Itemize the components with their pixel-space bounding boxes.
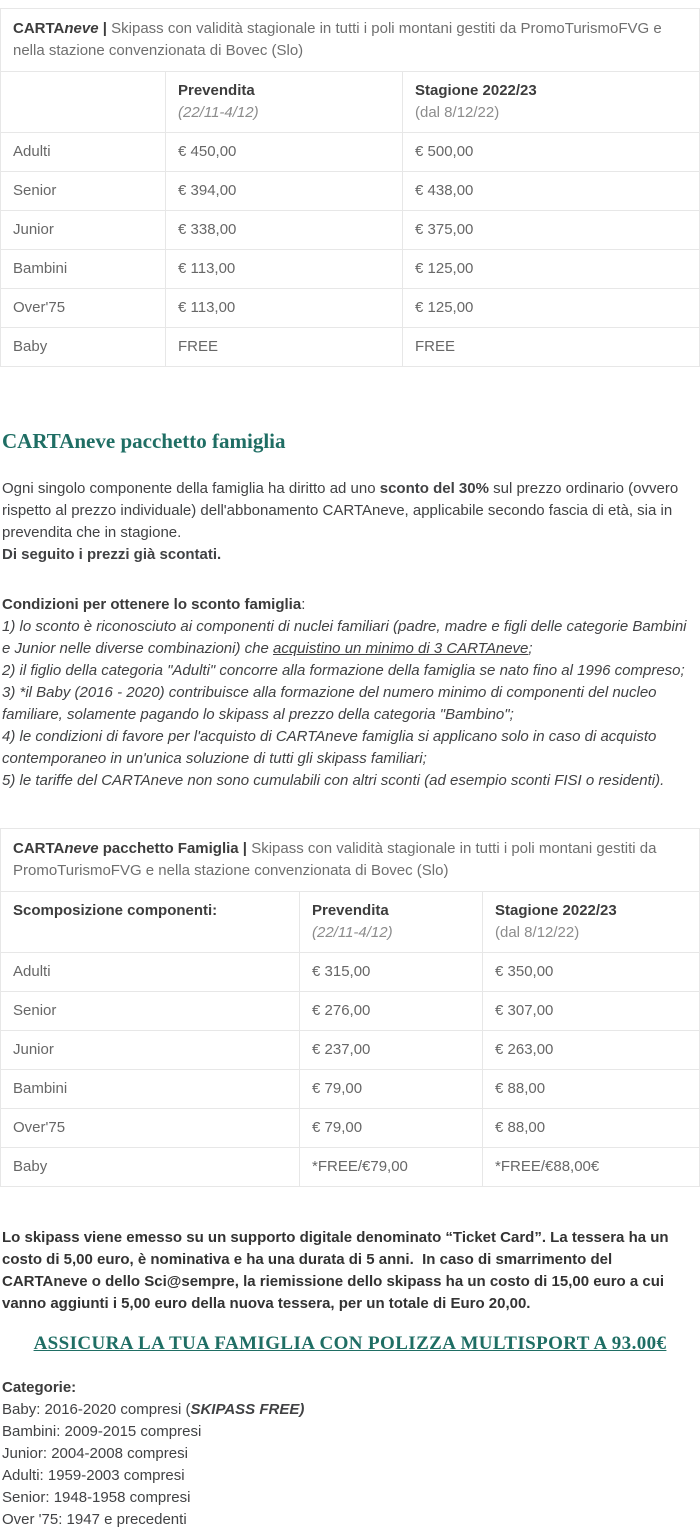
header-prevendita [166,72,403,133]
price-prevendita: € 79,00 [300,1070,483,1109]
brand-suffix: pacchetto Famiglia [98,840,239,857]
header-stagione [403,72,700,133]
price-stagione: FREE [403,328,700,367]
family-conditions [2,594,698,792]
table-row [1,1109,700,1148]
header-stagione [483,892,700,953]
cartaneve-header-row [1,72,700,133]
insurance-link-row [0,1333,700,1355]
conditions-title-colon: : [301,596,306,613]
price-prevendita: € 113,00 [166,289,403,328]
caption-text: Skipass con validità stagionale in tutti i poli montani gestiti da PromoTurismoFVG e nella stazione convenzionata di Bovec (Slo) [13,20,662,59]
intro-bold-line: Di seguito i prezzi già scontati. [2,546,222,563]
price-stagione: € 88,00 [483,1109,700,1148]
price-stagione: € 375,00 [403,211,700,250]
price-stagione: € 263,00 [483,1031,700,1070]
price-stagione: € 125,00 [403,250,700,289]
family-header-row [1,892,700,953]
family-intro-paragraph [2,478,698,566]
price-prevendita: *FREE/€79,00 [300,1148,483,1187]
brand-name: CARTA [13,20,65,37]
header-components [1,892,300,953]
header-prevendita-title: Prevendita [312,902,389,919]
condition-item-4: 4) le condizioni di favore per l'acquisto di CARTAneve famiglia si applicano solo in caso di acquisto contemporaneo in un'unica soluzione di tutti gli skipass familiari; [2,728,657,767]
table-row [1,1070,700,1109]
brand-name: CARTA [13,840,65,857]
table-row [1,133,700,172]
family-caption [1,829,700,892]
price-prevendita: € 338,00 [166,211,403,250]
row-label: Baby [1,1148,300,1187]
row-label: Bambini [1,1070,300,1109]
category-junior: Junior: 2004-2008 compresi [2,1445,188,1462]
table-row [1,250,700,289]
caption-separator: | [98,20,112,37]
table-row [1,992,700,1031]
table-row [1,172,700,211]
row-label: Over'75 [1,1109,300,1148]
header-components-title: Scomposizione componenti: [13,902,218,919]
cartaneve-family-price-table [0,828,700,1187]
condition-item-1-end: ; [528,640,533,657]
category-baby-skipass-free: SKIPASS FREE) [190,1401,305,1418]
price-prevendita: FREE [166,328,403,367]
header-prevendita-title: Prevendita [178,82,255,99]
category-bambini: Bambini: 2009-2015 compresi [2,1423,202,1440]
row-label: Junior [1,211,166,250]
row-label: Baby [1,328,166,367]
insurance-link[interactable]: ASSICURA LA TUA FAMIGLIA CON POLIZZA MULTISPORT A 93.00€ [33,1333,667,1354]
header-stagione-subtitle: (dal 8/12/22) [495,924,580,941]
price-stagione: € 88,00 [483,1070,700,1109]
cartaneve-price-table [0,8,700,367]
price-stagione: *FREE/€88,00€ [483,1148,700,1187]
table-row [1,1031,700,1070]
header-prevendita-subtitle: (22/11-4/12) [312,924,393,941]
brand-name-italic: neve [64,840,99,857]
cartaneve-caption [1,9,700,72]
price-stagione: € 350,00 [483,953,700,992]
category-baby [2,1399,698,1421]
row-label: Junior [1,1031,300,1070]
table-row [1,328,700,367]
row-label: Adulti [1,133,166,172]
condition-item-1: 1) lo sconto è riconosciuto ai componenti di nuclei familiari (padre, madre e figli delle categorie Bambini e Junior nelle diverse combinazioni) che [2,618,687,657]
row-label: Senior [1,992,300,1031]
caption-separator: | [238,840,252,857]
caption-text: Skipass con validità stagionale in tutti i poli montani gestiti da PromoTurismoFVG e nella stazione convenzionata di Bovec (Slo) [13,840,657,879]
price-stagione: € 307,00 [483,992,700,1031]
header-stagione-title: Stagione 2022/23 [415,82,537,99]
price-stagione: € 500,00 [403,133,700,172]
intro-text-cont: sul prezzo ordinario (ovvero rispetto al prezzo individuale) dell'abbonamento CARTAneve, applicabile secondo fascia di età, sia in prevendita che in stagione. [2,480,679,541]
brand-name-italic: neve [64,20,99,37]
table-row [1,953,700,992]
header-stagione-subtitle: (dal 8/12/22) [415,104,500,121]
header-empty-cell [1,72,166,133]
condition-item-1-underline: acquistino un minimo di 3 CARTAneve [272,640,529,657]
header-prevendita [300,892,483,953]
header-prevendita-subtitle: (22/11-4/12) [178,104,259,121]
ticket-info-paragraph: Lo skipass viene emesso su un supporto digitale denominato “Ticket Card”. La tessera ha un costo di 5,00 euro, è nominativa e ha una durata di 5 anni. In caso di smarrimento del CARTAneve o dello Sci@sempre, la riemissione dello skipass ha un costo di 15,00 euro a cui vanno aggiunti i 5,00 euro della nuova tessera, per un totale di Euro 20,00. [2,1229,669,1312]
category-adulti: Adulti: 1959-2003 compresi [2,1467,185,1484]
categories-section [2,1377,698,1531]
section-heading: CARTAneve pacchetto famiglia [2,429,286,453]
table-row [1,211,700,250]
intro-discount-bold: sconto del 30% [379,480,489,497]
price-prevendita: € 113,00 [166,250,403,289]
table-row [1,1148,700,1187]
price-prevendita: € 79,00 [300,1109,483,1148]
condition-item-3: 3) *il Baby (2016 - 2020) contribuisce alla formazione del numero minimo di componenti del nucleo familiare, solamente pagando lo skipass al prezzo della categoria "Bambino"; [2,684,657,723]
price-stagione: € 438,00 [403,172,700,211]
categories-title: Categorie: [2,1379,77,1396]
conditions-title: Condizioni per ottenere lo sconto famiglia [2,596,302,613]
table-row [1,289,700,328]
cartaneve-caption-row [1,9,700,72]
row-label: Senior [1,172,166,211]
condition-item-2: 2) il figlio della categoria "Adulti" concorre alla formazione della famiglia se nato fino al 1996 compreso; [2,662,685,679]
category-over75: Over '75: 1947 e precedenti [2,1511,187,1528]
category-senior: Senior: 1948-1958 compresi [2,1489,191,1506]
family-caption-row [1,829,700,892]
price-prevendita: € 394,00 [166,172,403,211]
price-prevendita: € 315,00 [300,953,483,992]
price-prevendita: € 237,00 [300,1031,483,1070]
row-label: Bambini [1,250,166,289]
header-stagione-title: Stagione 2022/23 [495,902,617,919]
row-label: Adulti [1,953,300,992]
category-baby-text: Baby: 2016-2020 compresi ( [2,1401,191,1418]
price-stagione: € 125,00 [403,289,700,328]
price-prevendita: € 276,00 [300,992,483,1031]
intro-text: Ogni singolo componente della famiglia ha diritto ad uno [2,480,380,497]
row-label: Over'75 [1,289,166,328]
price-prevendita: € 450,00 [166,133,403,172]
condition-item-5: 5) le tariffe del CARTAneve non sono cumulabili con altri sconti (ad esempio sconti FISI o residenti). [2,772,665,789]
